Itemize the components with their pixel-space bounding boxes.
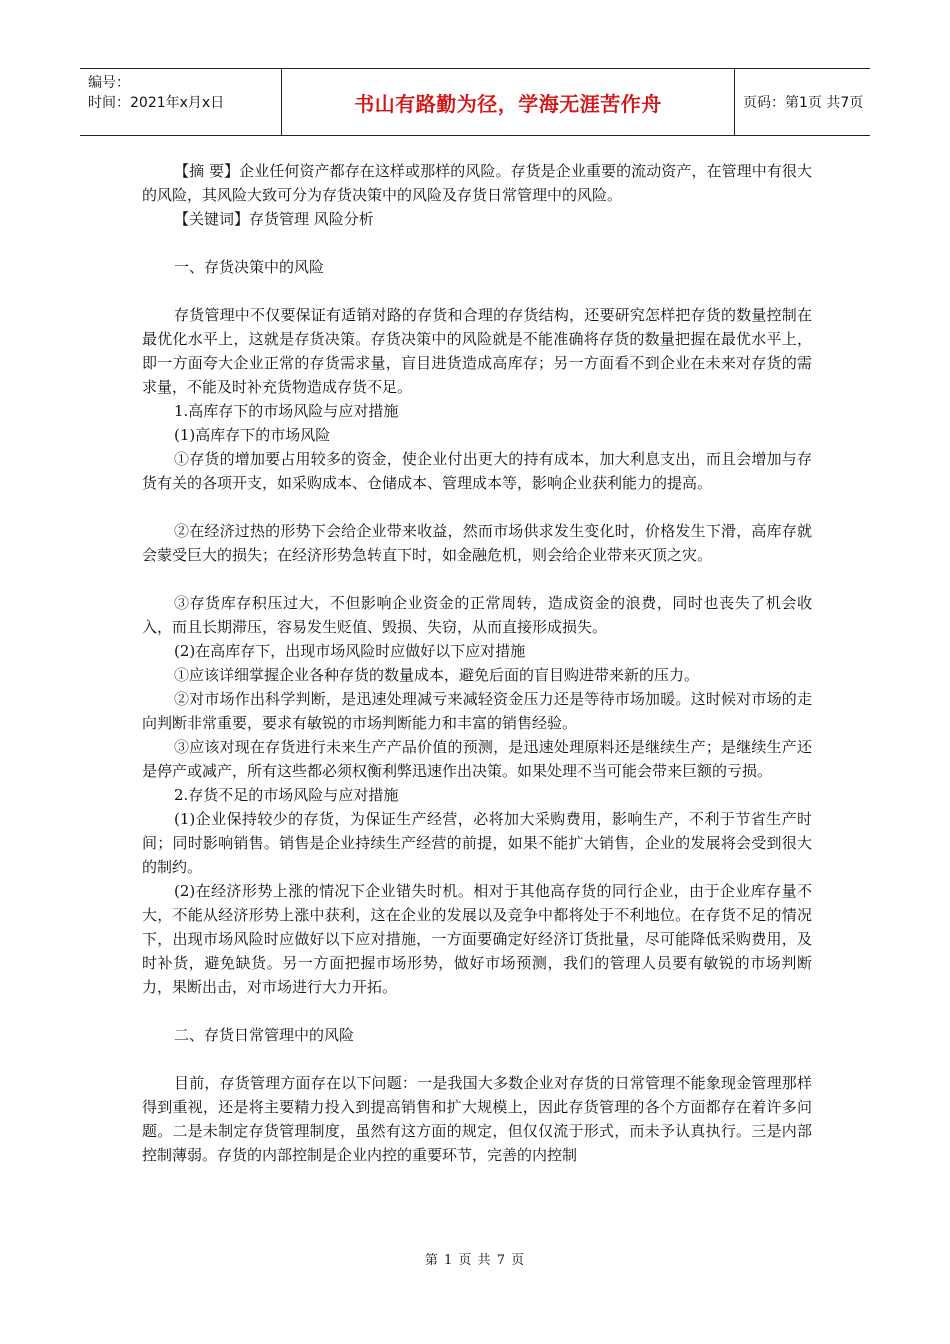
section2-intro: 目前，存货管理方面存在以下问题：一是我国大多数企业对存货的日常管理不能象现金管理那样得到重视，还是将主要精力投入到提高销售和扩大规模上，因此存货管理的各个方面都存在着许多问题。二是未制定存货管理制度，虽然有这方面的规定，但仅仅流于形式，而未予认真执行。三是内部控制薄弱。存货的内部控制是企业内控的重要环节，完善的内控制 [142,1074,812,1164]
measure-item-1: ①应该详细掌握企业各种存货的数量成本，避免后面的盲目购进带来新的压力。 [174,666,700,684]
subsection-1-heading: 1.高库存下的市场风险与应对措施 [174,402,399,420]
section1-intro: 存货管理中不仅要保证有适销对路的存货和合理的存货结构，还要研究怎样把存货的数量控制在最优化水平上，这就是存货决策。存货决策中的风险就是不能准确将存货的数量把握在最优水平上，即一方面夸大企业正常的存货需求量，盲目进货造成高库存；另一方面看不到企业在未来对存货的需求量，不能及时补充货物造成存货不足。 [142,306,812,396]
page-footer: 第 1 页 共 7 页 [424,1253,526,1268]
document-time-label: 时间：2021年x月x日 [88,95,225,111]
page-header [80,68,870,136]
measure-item-2: ②对市场作出科学判断，是迅速处理减亏来减轻资金压力还是等待市场加暖。这时候对市场的走向判断非常重要，要求有敏锐的市场判断能力和丰富的销售经验。 [142,690,812,732]
shortage-item-1: (1)企业保持较少的存货，为保证生产经营，必将加大采购费用，影响生产，不利于节省生产时间；同时影响销售。销售是企业持续生产经营的前提，如果不能扩大销售，企业的发展将会受到很大的制约。 [142,810,812,876]
header-meta [80,69,282,135]
risk-item-1: ①存货的增加要占用较多的资金，使企业付出更大的持有成本，加大利息支出，而且会增加与存货有关的各项开支，如采购成本、仓储成本、管理成本等，影响企业获利能力的提高。 [142,450,812,492]
risk-item-3: ③存货库存积压过大，不但影响企业资金的正常周转，造成资金的浪费，同时也丧失了机会收入，而且长期滞压，容易发生贬值、毁损、失窃，从而直接形成损失。 [142,594,812,636]
section1-heading: 一、存货决策中的风险 [174,258,325,276]
risk-item-2: ②在经济过热的形势下会给企业带来收益，然而市场供求发生变化时，价格发生下滑，高库存就会蒙受巨大的损失；在经济形势急转直下时，如金融危机，则会给企业带来灭顶之灾。 [142,522,812,564]
document-number-label: 编号： [88,75,130,91]
header-motto: 书山有路勤为径，学海无涯苦作舟 [282,69,735,135]
subsection-2-heading: 2.存货不足的市场风险与应对措施 [174,786,399,804]
measure-item-3: ③应该对现在存货进行未来生产产品价值的预测，是迅速处理原料还是继续生产；是继续生产还是停产或减产，所有这些都必须权衡利弊迅速作出决策。如果处理不当可能会带来巨额的亏损。 [142,738,812,780]
document-body [142,159,812,1167]
section2-heading: 二、存货日常管理中的风险 [174,1026,355,1044]
keywords-paragraph: 【关键词】存货管理 风险分析 [174,210,374,228]
abstract-paragraph: 【摘 要】企业任何资产都存在这样或那样的风险。存货是企业重要的流动资产，在管理中有很大的风险，其风险大致可分为存货决策中的风险及存货日常管理中的风险。 [142,162,812,204]
header-page-info: 页码：第1页 共7页 [743,95,864,111]
shortage-item-2: (2)在经济形势上涨的情况下企业错失时机。相对于其他高存货的同行企业，由于企业库存量不大，不能从经济形势上涨中获利，这在企业的发展以及竞争中都将处于不利地位。在存货不足的情况下，出现市场风险时应做好以下应对措施，一方面要确定好经济订货批量，尽可能降低采购费用，及时补货，避免缺货。另一方面把握市场形势，做好市场预测，我们的管理人员要有敏锐的市场判断力，果断出击，对市场进行大力开拓。 [142,882,812,996]
subsection-1-2-heading: (2)在高库存下，出现市场风险时应做好以下应对措施 [174,642,526,660]
subsection-1-1-heading: (1)高库存下的市场风险 [174,426,331,444]
